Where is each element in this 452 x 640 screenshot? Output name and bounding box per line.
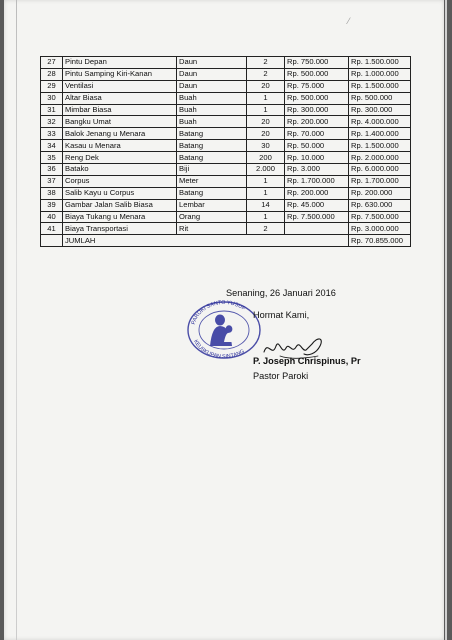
cell-no: 29 (41, 80, 63, 92)
cell-unit: Orang (177, 211, 247, 223)
cell-unit: Batang (177, 128, 247, 140)
cell-no: 30 (41, 92, 63, 104)
cell-total: Rp. 4.000.000 (349, 116, 411, 128)
table-row (41, 68, 411, 80)
cell-item: Bangku Umat (63, 116, 177, 128)
cell-unit: Buah (177, 92, 247, 104)
stamp-text-top: PAROKI SANTO YUSUF (190, 299, 247, 326)
cell-qty: 1 (247, 175, 285, 187)
cell-total: Rp. 1.400.000 (349, 128, 411, 140)
cell-item: Altar Biasa (63, 92, 177, 104)
cell-qty: 20 (247, 128, 285, 140)
cell-qty: 1 (247, 104, 285, 116)
cell-unit-price: Rp. 3.000 (285, 164, 349, 176)
cell-no: 41 (41, 223, 63, 235)
total-label: JUMLAH (63, 235, 349, 247)
signer-position: Pastor Paroki (253, 371, 309, 381)
cell-item: Mimbar Biasa (63, 104, 177, 116)
cell-unit-price: Rp. 70.000 (285, 128, 349, 140)
table-row (41, 92, 411, 104)
budget-table-body (41, 57, 411, 247)
cell-qty: 14 (247, 199, 285, 211)
cell-total: Rp. 1.000.000 (349, 68, 411, 80)
cell-qty: 1 (247, 187, 285, 199)
cell-unit: Daun (177, 68, 247, 80)
cell-qty: 2 (247, 57, 285, 69)
table-row (41, 57, 411, 69)
cell-qty: 2 (247, 223, 285, 235)
closing-greeting: Hormat Kami, (253, 310, 310, 320)
cell-item: Kasau u Menara (63, 140, 177, 152)
table-row (41, 223, 411, 235)
cell-no: 34 (41, 140, 63, 152)
cell-item: Salib Kayu u Corpus (63, 187, 177, 199)
cell-no: 28 (41, 68, 63, 80)
budget-table (40, 56, 411, 247)
stamp-text-bottom: KEUSKUPAN SINTANG (192, 338, 246, 360)
cell-qty: 20 (247, 116, 285, 128)
cell-item: Ventilasi (63, 80, 177, 92)
cell-unit: Biji (177, 164, 247, 176)
cell-unit: Daun (177, 57, 247, 69)
table-total-row (41, 235, 411, 247)
cell-unit-price: Rp. 500.000 (285, 92, 349, 104)
table-row (41, 140, 411, 152)
cell-unit-price (285, 223, 349, 235)
table-row (41, 187, 411, 199)
cell-qty: 2.000 (247, 164, 285, 176)
cell-item: Gambar Jalan Salib Biasa (63, 199, 177, 211)
cell-qty: 1 (247, 211, 285, 223)
cell-total: Rp. 1.500.000 (349, 80, 411, 92)
cell-no: 35 (41, 152, 63, 164)
cell-total: Rp. 3.000.000 (349, 223, 411, 235)
cell-total: Rp. 200.000 (349, 187, 411, 199)
table-row (41, 116, 411, 128)
cell-qty: 1 (247, 92, 285, 104)
cell-item: Balok Jenang u Menara (63, 128, 177, 140)
table-row (41, 80, 411, 92)
cell-unit-price: Rp. 300.000 (285, 104, 349, 116)
table-row (41, 128, 411, 140)
cell-no: 31 (41, 104, 63, 116)
cell-unit-price: Rp. 200.000 (285, 116, 349, 128)
cell-no: 27 (41, 57, 63, 69)
cell-total: Rp. 1.500.000 (349, 140, 411, 152)
corner-mark: ⁄ (348, 16, 350, 26)
cell-blank (41, 235, 63, 247)
cell-no: 33 (41, 128, 63, 140)
table-row (41, 104, 411, 116)
cell-total: Rp. 500.000 (349, 92, 411, 104)
cell-total: Rp. 2.000.000 (349, 152, 411, 164)
cell-total: Rp. 630.000 (349, 199, 411, 211)
cell-item: Biaya Transportasi (63, 223, 177, 235)
cell-total: Rp. 1.700.000 (349, 175, 411, 187)
cell-total: Rp. 300.000 (349, 104, 411, 116)
cell-unit: Buah (177, 116, 247, 128)
cell-unit: Batang (177, 140, 247, 152)
parish-stamp (176, 296, 272, 360)
signer-name: P. Joseph Chrispinus, Pr (253, 356, 361, 366)
cell-total: Rp. 7.500.000 (349, 211, 411, 223)
cell-qty: 2 (247, 68, 285, 80)
table-row (41, 175, 411, 187)
cell-item: Corpus (63, 175, 177, 187)
table-row (41, 211, 411, 223)
cell-no: 32 (41, 116, 63, 128)
stamp-figure-icon (210, 315, 234, 347)
cell-unit-price: Rp. 200.000 (285, 187, 349, 199)
cell-qty: 20 (247, 80, 285, 92)
cell-no: 39 (41, 199, 63, 211)
cell-unit: Batang (177, 187, 247, 199)
cell-item: Biaya Tukang u Menara (63, 211, 177, 223)
cell-total: Rp. 6.000.000 (349, 164, 411, 176)
cell-unit: Lembar (177, 199, 247, 211)
cell-no: 37 (41, 175, 63, 187)
cell-unit-price: Rp. 45.000 (285, 199, 349, 211)
cell-item: Pintu Samping Kiri-Kanan (63, 68, 177, 80)
cell-no: 36 (41, 164, 63, 176)
scan-edge-left (16, 0, 17, 640)
cell-unit: Daun (177, 80, 247, 92)
cell-qty: 30 (247, 140, 285, 152)
place-date: Senaning, 26 Januari 2016 (226, 288, 336, 298)
table-row (41, 199, 411, 211)
cell-unit: Meter (177, 175, 247, 187)
cell-total: Rp. 1.500.000 (349, 57, 411, 69)
cell-unit-price: Rp. 750.000 (285, 57, 349, 69)
cell-unit-price: Rp. 10.000 (285, 152, 349, 164)
scan-edge-right (445, 0, 447, 640)
cell-item: Pintu Depan (63, 57, 177, 69)
cell-unit: Batang (177, 152, 247, 164)
cell-unit: Rit (177, 223, 247, 235)
cell-unit-price: Rp. 50.000 (285, 140, 349, 152)
cell-item: Reng Dek (63, 152, 177, 164)
table-row (41, 164, 411, 176)
cell-unit-price: Rp. 75.000 (285, 80, 349, 92)
cell-qty: 200 (247, 152, 285, 164)
cell-item: Batako (63, 164, 177, 176)
cell-unit-price: Rp. 500.000 (285, 68, 349, 80)
cell-unit-price: Rp. 1.700.000 (285, 175, 349, 187)
cell-no: 38 (41, 187, 63, 199)
table-row (41, 152, 411, 164)
cell-unit: Buah (177, 104, 247, 116)
grand-total: Rp. 70.855.000 (349, 235, 411, 247)
cell-no: 40 (41, 211, 63, 223)
cell-unit-price: Rp. 7.500.000 (285, 211, 349, 223)
